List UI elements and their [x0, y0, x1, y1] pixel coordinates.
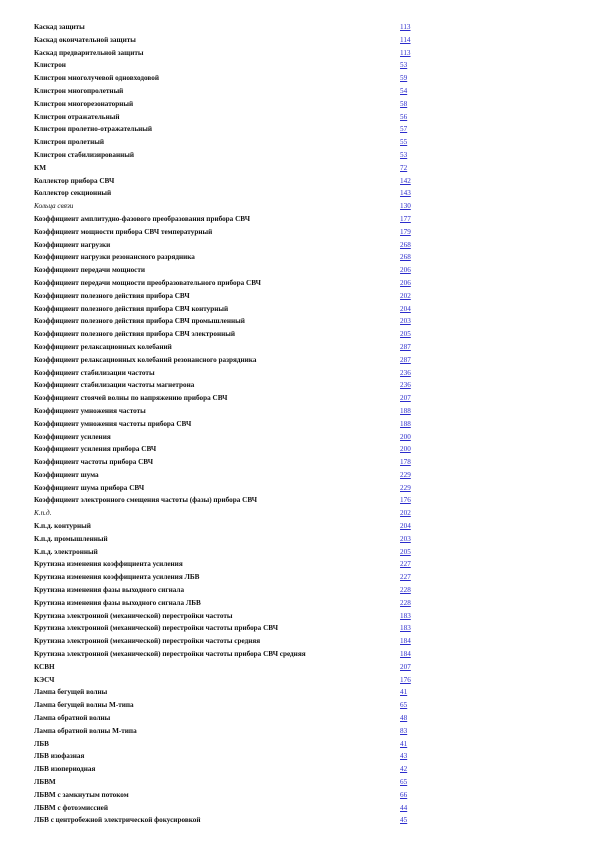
page-number-link[interactable]: 184 [400, 650, 411, 659]
index-entry [34, 686, 424, 699]
index-entry [34, 622, 424, 635]
page-number-link[interactable]: 205 [400, 547, 411, 556]
index-entry [34, 111, 424, 124]
index-term: Крутизна изменения фазы выходного сигнала [34, 586, 185, 595]
index-term: Коэффициент усиления [34, 432, 111, 441]
index-term: Коэффициент нагрузки резонансного разрядника [34, 253, 195, 262]
page-number-link[interactable]: 53 [400, 150, 408, 159]
page-number-link[interactable]: 178 [400, 458, 411, 467]
index-term: Лампа бегущей волны [34, 688, 108, 697]
page-number-link[interactable]: 142 [400, 176, 411, 185]
index-term: Каскад защиты [34, 23, 85, 31]
index-entry [34, 431, 424, 444]
index-term: Крутизна изменения коэффициента усиления [34, 560, 183, 569]
index-entry [34, 469, 424, 482]
page-number-link[interactable]: 176 [400, 675, 411, 684]
page-number-link[interactable]: 57 [400, 125, 408, 134]
page-number-link[interactable]: 205 [400, 330, 411, 339]
page-number-link[interactable]: 203 [400, 317, 411, 326]
index-entry [34, 59, 424, 72]
index-term: Коэффициент полезного действия прибора СВЧ контурный [34, 304, 229, 313]
page-number-link[interactable]: 177 [400, 214, 411, 223]
index-term: ЛБВ изофазная [34, 752, 85, 761]
page-number-link[interactable]: 56 [400, 112, 408, 121]
index-entry [34, 251, 424, 264]
page-number-link[interactable]: 176 [400, 496, 411, 505]
index-entry [34, 456, 424, 469]
index-term: Коэффициент полезного действия прибора СВЧ электронный [34, 330, 236, 339]
index-entry [34, 725, 424, 738]
page-number-link[interactable]: 130 [400, 202, 411, 211]
page-number-link[interactable]: 184 [400, 637, 411, 646]
index-term: Крутизна изменения фазы выходного сигнала ЛБВ [34, 598, 201, 607]
index-term: Коэффициент стабилизации частоты [34, 368, 155, 377]
page-number-link[interactable]: 287 [400, 355, 411, 364]
index-entry [34, 290, 424, 303]
index-entry [34, 482, 424, 495]
page-number-link[interactable]: 228 [400, 586, 411, 595]
index-term: Коэффициент релаксационных колебаний [34, 342, 172, 351]
index-term: Крутизна изменения коэффициента усиления ЛБВ [34, 573, 200, 582]
index-entry [34, 47, 424, 60]
index-term: Коэффициент полезного действия прибора СВЧ промышленный [34, 317, 245, 326]
index-entry [34, 789, 424, 802]
page-number-link[interactable]: 65 [400, 778, 408, 787]
page-number-link[interactable]: 54 [400, 86, 408, 95]
index-entry [34, 72, 424, 85]
index-term: Коллектор прибора СВЧ [34, 176, 115, 185]
page-number-link[interactable]: 113 [400, 23, 411, 31]
index-term: Клистрон [34, 61, 66, 70]
page-number-link[interactable]: 268 [400, 253, 411, 262]
index-term: К.п.д. контурный [34, 522, 91, 531]
page-number-link[interactable]: 114 [400, 35, 411, 44]
page-number-link[interactable]: 66 [400, 790, 408, 799]
index-entry [34, 277, 424, 290]
index-term: Коэффициент усиления прибора СВЧ [34, 445, 157, 454]
index-term: ЛБВМ с фотоэмиссией [34, 803, 108, 812]
index-entry [34, 546, 424, 559]
index-term: Коэффициент шума прибора СВЧ [34, 483, 145, 492]
page-number-link[interactable]: 202 [400, 509, 411, 518]
index-entry [34, 520, 424, 533]
index-term: Коэффициент полезного действия прибора СВЧ [34, 291, 190, 300]
index-entry [34, 315, 424, 328]
page-number-link[interactable]: 203 [400, 534, 411, 543]
page-number-link[interactable]: 227 [400, 573, 411, 582]
page-number-link[interactable]: 44 [400, 803, 408, 812]
index-entry [34, 610, 424, 623]
index-term: КЭСЧ [34, 675, 55, 684]
index-entry [34, 738, 424, 751]
index-term: Коэффициент шума [34, 470, 99, 479]
index-entry [34, 328, 424, 341]
index-term: Крутизна электронной (механической) перестройки частоты средняя [34, 637, 261, 646]
index-entry [34, 367, 424, 380]
index-entry [34, 21, 424, 34]
page-number-link[interactable]: 188 [400, 419, 411, 428]
index-term: Крутизна электронной (механической) перестройки частоты прибора СВЧ средняя [34, 650, 306, 659]
index-term: КСВН [34, 662, 55, 671]
index-term: Крутизна электронной (механической) перестройки частоты прибора СВЧ [34, 624, 278, 633]
page-number-link[interactable]: 43 [400, 752, 408, 761]
index-term: Коллектор секционный [34, 189, 112, 198]
index-entry [34, 571, 424, 584]
page-number-link[interactable]: 53 [400, 61, 408, 70]
index-entry [34, 392, 424, 405]
index-term: Каскад окончательной защиты [34, 35, 136, 44]
index-term: Коэффициент релаксационных колебаний резонансного разрядника [34, 355, 257, 364]
index-term: Лампа обратной волны [34, 714, 111, 723]
index-term: Коэффициент передачи мощности преобразовательного прибора СВЧ [34, 278, 261, 287]
page-number-link[interactable]: 207 [400, 394, 411, 403]
page-number-link[interactable]: 58 [400, 99, 408, 108]
page-number-link[interactable]: 236 [400, 368, 411, 377]
page-number-link[interactable]: 227 [400, 560, 411, 569]
index-entry [34, 98, 424, 111]
page-number-link[interactable]: 200 [400, 445, 411, 454]
page-number-link[interactable]: 179 [400, 227, 411, 236]
index-term: ЛБВМ с замкнутым потоком [34, 790, 129, 799]
page-number-link[interactable]: 287 [400, 342, 411, 351]
index-entry [34, 239, 424, 252]
page-number-link[interactable]: 202 [400, 291, 411, 300]
page-number-link[interactable]: 188 [400, 406, 411, 415]
index-term: Клистрон стабилизированный [34, 150, 134, 159]
page-number-link[interactable]: 72 [400, 163, 408, 172]
page-number-link[interactable]: 204 [400, 304, 411, 313]
page-number-link[interactable]: 183 [400, 624, 411, 633]
page-number-link[interactable]: 183 [400, 611, 411, 620]
index-entry [34, 584, 424, 597]
index-list [34, 21, 424, 827]
index-term: К.п.д. промышленный [34, 534, 108, 543]
index-term: КМ [34, 163, 46, 172]
index-term: Каскад предварительной защиты [34, 48, 144, 57]
index-entry [34, 175, 424, 188]
index-term: Коэффициент передачи мощности [34, 266, 146, 275]
index-term: К.п.д. электронный [34, 547, 98, 556]
index-entry [34, 136, 424, 149]
index-entry [34, 507, 424, 520]
page-number-link[interactable]: 41 [400, 688, 408, 697]
page-number-link[interactable]: 236 [400, 381, 411, 390]
index-term: Лампа бегущей волны М-типа [34, 701, 134, 710]
index-entry [34, 379, 424, 392]
index-term: Кольца связи [34, 202, 74, 211]
page-number-link[interactable]: 48 [400, 714, 408, 723]
index-entry [34, 303, 424, 316]
index-entry [34, 405, 424, 418]
index-term: Клистрон многопролетный [34, 86, 124, 95]
index-entry [34, 763, 424, 776]
page-number-link[interactable]: 268 [400, 240, 411, 249]
index-entry [34, 699, 424, 712]
index-term: Коэффициент стоячей волны по напряжению прибора СВЧ [34, 394, 228, 403]
index-entry [34, 200, 424, 213]
index-entry [34, 213, 424, 226]
page-number-link[interactable]: 59 [400, 74, 408, 83]
page-number-link[interactable]: 229 [400, 483, 411, 492]
index-entry [34, 533, 424, 546]
page-number-link[interactable]: 207 [400, 662, 411, 671]
page-number-link[interactable]: 206 [400, 278, 411, 287]
page-number-link[interactable]: 41 [400, 739, 408, 748]
index-term: Лампа обратной волны М-типа [34, 726, 137, 735]
index-term: Коэффициент умножения частоты [34, 406, 146, 415]
index-entry [34, 814, 424, 827]
page-number-link[interactable]: 143 [400, 189, 411, 198]
page-number-link[interactable]: 42 [400, 765, 408, 774]
page-number-link[interactable]: 229 [400, 470, 411, 479]
index-term: Коэффициент амплитудно-фазового преобразования прибора СВЧ [34, 214, 250, 223]
index-entry [34, 597, 424, 610]
index-entry [34, 162, 424, 175]
index-term: Крутизна электронной (механической) перестройки частоты [34, 611, 233, 620]
index-entry [34, 443, 424, 456]
page-number-link[interactable]: 206 [400, 266, 411, 275]
index-term: ЛБВ [34, 739, 49, 748]
index-entry [34, 187, 424, 200]
index-entry [34, 123, 424, 136]
index-term: ЛБВМ [34, 778, 56, 787]
index-entry [34, 34, 424, 47]
index-term: Клистрон пролетный [34, 138, 105, 147]
index-term: Коэффициент умножения частоты прибора СВЧ [34, 419, 192, 428]
index-entry [34, 674, 424, 687]
index-entry [34, 558, 424, 571]
index-entry [34, 750, 424, 763]
index-term: ЛБВ с центробежной электрической фокусировкой [34, 816, 201, 825]
page-number-link[interactable]: 65 [400, 701, 408, 710]
index-term: К.п.д. [34, 509, 52, 518]
index-entry [34, 648, 424, 661]
index-term: Коэффициент стабилизации частоты магнетрона [34, 381, 195, 390]
index-term: Коэффициент электронного смещения частоты (фазы) прибора СВЧ [34, 496, 258, 505]
index-entry [34, 264, 424, 277]
page-number-link[interactable]: 83 [400, 726, 408, 735]
index-entry [34, 354, 424, 367]
index-term: Коэффициент нагрузки [34, 240, 111, 249]
index-entry [34, 635, 424, 648]
index-entry [34, 802, 424, 815]
page-number-link[interactable]: 55 [400, 138, 408, 147]
index-entry [34, 776, 424, 789]
index-entry [34, 661, 424, 674]
index-term: Коэффициент частоты прибора СВЧ [34, 458, 153, 467]
index-entry [34, 341, 424, 354]
page-number-link[interactable]: 228 [400, 598, 411, 607]
index-entry [34, 712, 424, 725]
index-entry [34, 226, 424, 239]
index-term: Коэффициент мощности прибора СВЧ температурный [34, 227, 213, 236]
index-term: Клистрон пролетно-отражательный [34, 125, 153, 134]
page-number-link[interactable]: 200 [400, 432, 411, 441]
index-term: Клистрон многолучевой одновходовой [34, 74, 159, 83]
index-term: ЛБВ изопериодная [34, 765, 96, 774]
index-entry [34, 149, 424, 162]
index-entry [34, 85, 424, 98]
page-number-link[interactable]: 204 [400, 522, 411, 531]
index-entry [34, 418, 424, 431]
index-term: Клистрон многорезонаторный [34, 99, 134, 108]
page-number-link[interactable]: 113 [400, 48, 411, 57]
index-entry [34, 494, 424, 507]
index-term: Клистрон отражательный [34, 112, 120, 121]
page-number-link[interactable]: 45 [400, 816, 408, 825]
